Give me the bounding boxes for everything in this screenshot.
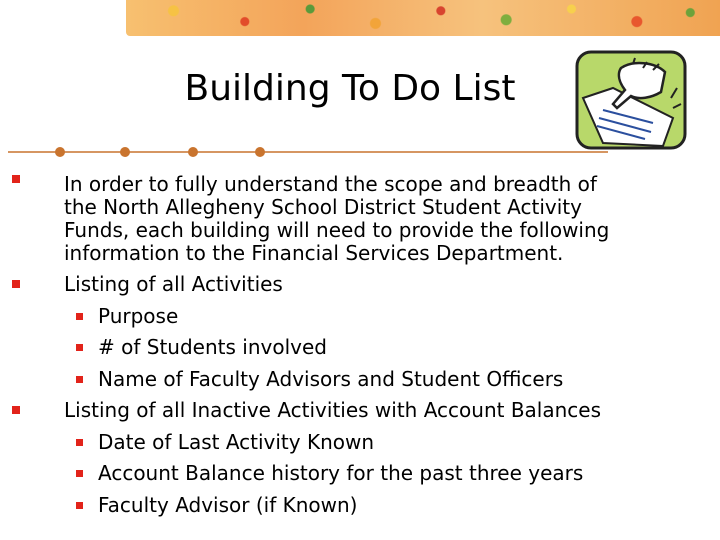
bullet-line: In order to fully understand the scope and breadth of [64,172,597,196]
bullet-text: Listing of all Activities [64,272,283,296]
bullet-item [10,169,710,269]
bullet-line: the North Allegheny School District Student Activity [64,195,582,219]
sub-bullet-text: Date of Last Activity Known [98,429,375,454]
decorative-banner [126,0,720,36]
bullet-square-icon [76,344,83,351]
bullet-square-icon [76,439,83,446]
sub-bullet-item [64,301,710,333]
bullet-square-icon [76,502,83,509]
bead-divider-line [8,145,608,159]
bullet-square-icon [76,470,83,477]
bullet-list [10,169,710,521]
bullet-text [64,169,710,269]
sub-bullet-group [10,301,710,396]
sub-bullet-text: # of Students involved [98,335,327,359]
hand-writing-on-notebook-icon [573,48,689,152]
bullet-item [10,269,710,301]
sub-bullet-text: Faculty Advisor (if Known) [98,492,358,517]
bullet-square-icon [12,280,20,288]
bullet-square-icon [12,406,20,414]
bullet-line: information to the Financial Services Department. [64,241,564,265]
sub-bullet-item [64,490,710,522]
sub-bullet-text: Name of Faculty Advisors and Student Officers [98,366,564,391]
sub-bullet-item [64,458,710,490]
sub-bullet-item [64,364,710,396]
sub-bullet-text: Purpose [98,303,179,328]
bullet-square-icon [76,313,83,320]
sub-bullet-text: Account Balance history for the past three years [98,461,584,485]
bullet-square-icon [76,376,83,383]
bullet-line: Funds, each building will need to provide the following [64,218,610,242]
bullet-text: Listing of all Inactive Activities with Account Balances [64,398,602,422]
sub-bullet-item [64,427,710,459]
sub-bullet-group [10,427,710,522]
bullet-square-icon [12,175,20,183]
sub-bullet-item [64,332,710,364]
bullet-item [10,395,710,427]
slide-title: Building To Do List [184,68,516,109]
